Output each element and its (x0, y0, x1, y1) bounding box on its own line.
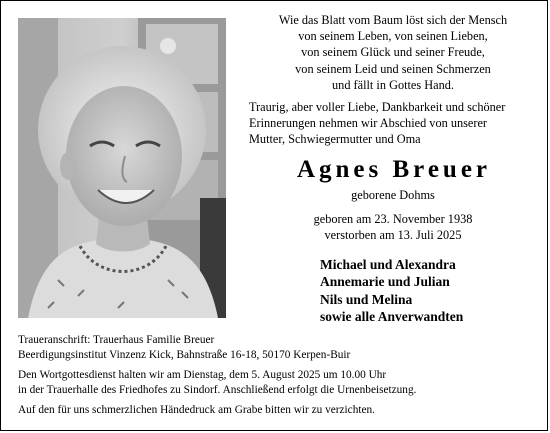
address-line: Traueranschrift: Trauerhaus Familie Breuer (18, 334, 215, 346)
intro-line: Erinnerungen nehmen wir Abschied von unserer (249, 116, 488, 130)
service-line: Den Wortgottesdienst halten wir am Dienstag, dem 5. August 2025 um 10.00 Uhr (18, 369, 387, 381)
poem-line: und fällt in Gottes Hand. (332, 77, 454, 92)
address-line: Beerdigungsinstitut Vinzenz Kick, Bahnstraße 16-18, 50170 Kerpen-Buir (18, 348, 351, 361)
intro-line: Traurig, aber voller Liebe, Dankbarkeit und schöner (249, 100, 506, 114)
poem-line: Wie das Blatt vom Baum löst sich der Mensch (278, 13, 508, 27)
family-member: Annemarie und Julian (320, 274, 450, 290)
intro-text (249, 99, 539, 147)
portrait-photo (18, 18, 226, 318)
footer-notes (18, 333, 538, 418)
poem-line: von seinem Leid und seinen Schmerzen (295, 61, 491, 76)
birth-date: geboren am 23. November 1938 (313, 212, 473, 226)
service-line: in der Trauerhalle des Friedhofes zu Sindorf. Anschließend erfolgt die Urnenbeisetzung. (18, 383, 417, 396)
poem (249, 12, 537, 93)
death-date: verstorben am 13. Juli 2025 (324, 228, 462, 242)
poem-line: von seinem Glück und seiner Freude, (301, 45, 485, 60)
poem-line: von seinem Leben, von seinen Lieben, (298, 29, 488, 44)
family-list (320, 256, 540, 325)
life-dates (249, 211, 537, 243)
family-member: Michael und Alexandra (320, 257, 456, 272)
deceased-name: Agnes Breuer (296, 156, 492, 183)
maiden-name: geborene Dohms (351, 188, 435, 202)
closing-note: Auf den für uns schmerzlichen Händedruck am Grabe bitten wir zu verzichten. (18, 404, 375, 416)
intro-line: Mutter, Schwiegermutter und Oma (249, 132, 421, 146)
family-member: sowie alle Anverwandten (320, 308, 464, 324)
family-member: Nils und Melina (320, 291, 413, 307)
